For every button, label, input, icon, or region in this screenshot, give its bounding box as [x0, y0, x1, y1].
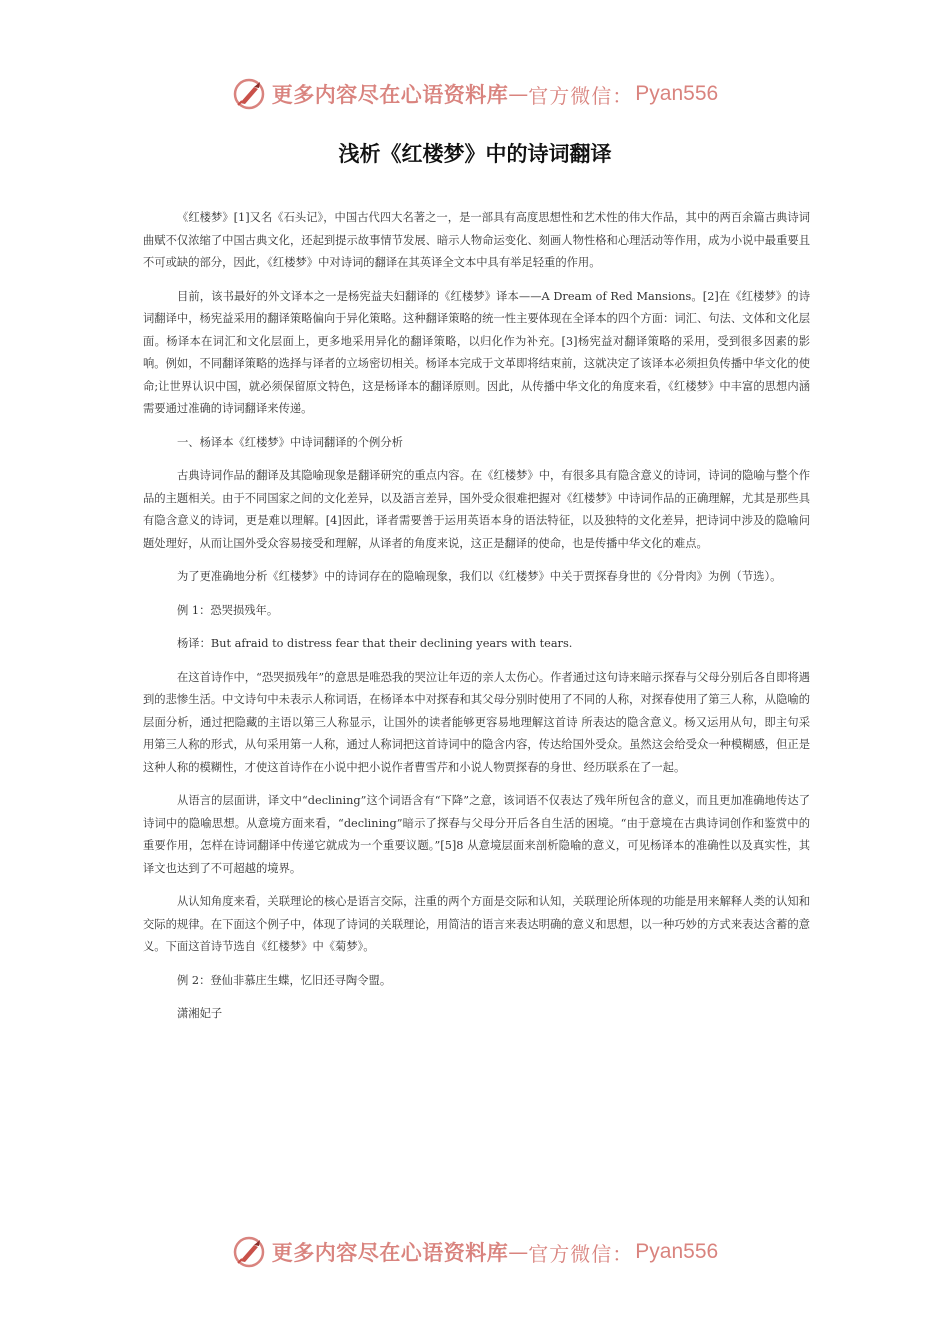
paragraph: 古典诗词作品的翻译及其隐喻现象是翻译研究的重点内容。在《红楼梦》中，有很多具有隐含意义的诗词，诗词的隐喻与整个作品的主题相关。由于不同国家之间的文化差异，以及語言差异，国外受众很难把握对《红楼梦》中诗词作品的正确理解，尤其是那些具有隐含意义的诗词，更是难以理解。[4]因此，译者需要善于运用英语本身的语法特征，以及独特的文化差异，把诗词中涉及的隐喻问题处理好，从而让国外受众容易接受和理解，从译者的角度来说，这正是翻译的使命，也是传播中华文化的难点。 — [143, 469, 810, 550]
banner-separator: — — [508, 82, 529, 106]
banner-wechat-id: Pyan556 — [635, 82, 719, 105]
paragraph: 为了更准确地分析《红楼梦》中的诗词存在的隐喻现象，我们以《红楼梦》中关于贾探春身世的《分骨肉》为例（节选）。 — [177, 570, 782, 583]
header-banner — [0, 74, 950, 114]
paragraph: 从认知角度来看，关联理论的核心是语言交际，注重的两个方面是交际和认知，关联理论所体现的功能是用来解释人类的认知和交际的规律。在下面这个例子中，体现了诗词的关联理论，用简洁的语言来表达明确的意义和思想，以一种巧妙的方式来表达含蓄的意义。下面这首诗节选自《红楼梦》中《菊梦》。 — [143, 895, 810, 953]
banner-wechat-id: Pyan556 — [635, 1240, 719, 1263]
page-title: 浅析《红楼梦》中的诗词翻译 — [338, 142, 612, 166]
banner-separator: — — [508, 1240, 529, 1264]
article-body — [143, 207, 810, 1037]
paragraph: 《红楼梦》[1]又名《石头记》，中国古代四大名著之一，是一部具有高度思想性和艺术性的伟大作品，其中的两百余篇古典诗词曲赋不仅浓缩了中国古典文化，还起到提示故事情节发展、暗示人物命运变化、刻画人物性格和心理活动等作用，成为小说中最重要且不可或缺的部分，因此，《红楼梦》中对诗词的翻译在其英译全文本中具有举足轻重的作用。 — [143, 211, 810, 269]
banner-title: 更多内容尽在心语资料库 — [271, 82, 509, 107]
example-line: 例 1：恐哭损残年。 — [177, 603, 279, 617]
footer-banner — [0, 1232, 950, 1272]
quill-pen-logo-icon — [232, 77, 266, 111]
quill-pen-logo-icon — [232, 1235, 266, 1269]
paragraph: 目前，该书最好的外文译本之一是杨宪益夫妇翻译的《红楼梦》译本——A Dream of Red Mansions。[2]在《红楼梦》的诗词翻译中，杨宪益采用的翻译策略偏向于异化策略。这种翻译策略的统一性主要体现在全译本的四个方面：词汇、句法、文体和文化层面。杨译本在词汇和文化层面上，更多地采用异化的翻译策略，以归化作为补充。[3]杨宪益对翻译策略的采用，受到很多因素的影响。例如，不同翻译策略的选择与译者的立场密切相关。杨译本完成于文革即将结束前，这就决定了该译本必须担负传播中华文化的使命;让世界认识中国，就必须保留原文特色，这是杨译本的翻译原则。因此，从传播中华文化的角度来看，《红楼梦》中丰富的思想内涵需要通过准确的诗词翻译来传递。 — [143, 289, 810, 415]
banner-title: 更多内容尽在心语资料库 — [271, 1240, 509, 1265]
poet-name: 潇湘妃子 — [177, 1007, 223, 1020]
translation-line: 杨译：But afraid to distress fear that their declining years with tears. — [177, 637, 573, 650]
paragraph: 在这首诗作中，“恐哭损残年”的意思是唯恐我的哭泣让年迈的亲人太伤心。作者通过这句诗来暗示探春与父母分别后各自即将遇到的悲惨生活。中文诗句中未表示人称词语，在杨译本中对探春和其父母分别时使用了不同的人称，对探春使用了第三人称，从隐喻的层面分析，通过把隐藏的主语以第三人称显示，让国外的读者能够更容易地理解这首诗 所表达的隐含意义。杨又运用从句，即主句采用第三人称的形式，从句采用第一人称，通过人称词把这首诗词中的隐含内容，传达给国外受众。虽然这会给受众一种模糊感，但正是这种人称的模糊性，才使这首诗作在小说中把小说作者曹雪芹和小说人物贾探春的身世、经历联系在了一起。 — [143, 670, 810, 774]
banner-wechat-label: 官方微信： — [528, 1241, 634, 1266]
banner-wechat-label: 官方微信： — [528, 83, 634, 108]
section-heading: 一、杨译本《红楼梦》中诗词翻译的个例分析 — [177, 435, 403, 449]
example-line: 例 2：登仙非慕庄生蝶，忆旧还寻陶令盟。 — [177, 973, 392, 987]
paragraph: 从语言的层面讲，译文中“declining”这个词语含有“下降”之意，该词语不仅表达了残年所包含的意义，而且更加准确地传达了诗词中的隐喻思想。从意境方面来看，“declining”暗示了探春与父母分开后各自生活的困境。“由于意境在古典诗词创作和鉴赏中的重要作用，怎样在诗词翻译中传递它就成为一个重要议题。”[5]8 从意境层面来剖析隐喻的意义，可见杨译本的准确性以及真实性，其译文也达到了不可超越的境界。 — [143, 794, 810, 875]
